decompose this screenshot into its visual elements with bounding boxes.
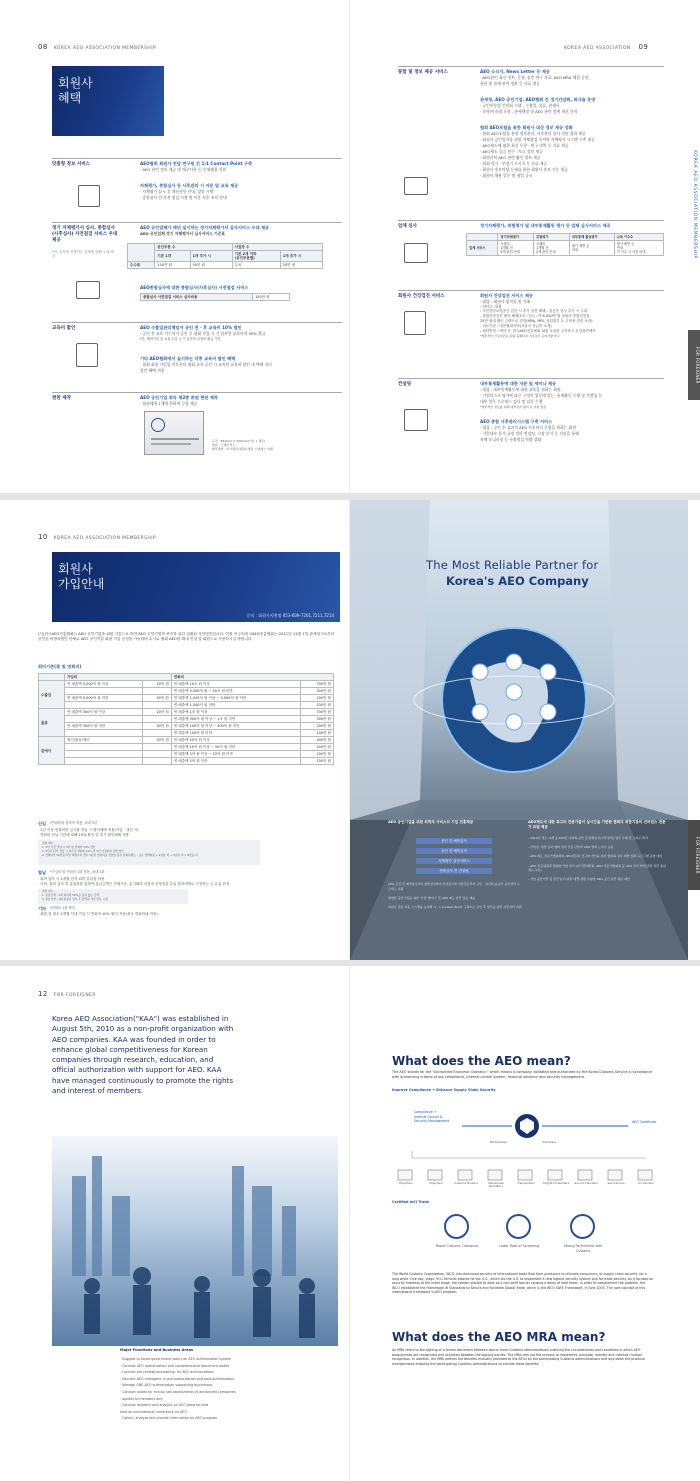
header-left: 12 FOR FOREIGNER — [38, 990, 96, 998]
fee-row: 연 매출액 1,000억 원 미만 100만 원 — [39, 702, 334, 709]
section-info-service: 통합 및 정보 제공 서비스 AEO 소식지, News Letter 등 제공 · AEO관련 최신 정보, 동향, 심층 연구 자료, AEO MRA 체결 동향, 통관 및 관세 관련 정보 등 자료 제공 관세청, AEO 공인기업, AEO협회 간 정기간담회, 워크숍 운영 · 공인부문별 간담회 시행 - 수출입, 물류, 관세사 · 분야/이슈별 포럼 - 관세행정 및 AEO 관련 정책 개선 건의 협회 AEO포털을 통한 회원사 대상 정보 제공 강화 · 협회 AEO포털을 통한 정보관리, 사후관리 심사 진단 결과 제공 · 회원사 공인업자를 위한 자체점검 목적의 자체평가 시스템 구축 제공 · AEO제도에 대한 최신 동향 · 연구 내역 등 자료 제공 · AEO제도 실증 연구 · 보고 정보 제공 · 회원사의 AEO 관련 활동 정보 제공 · 협회 정기 · 부정기 소식지 등 자료 제공 · 회원사 홍보마당 등재를 통한 회원사 홍보 기능 제공 · 회원사 채용 업무 및 협업 공유 — [398, 66, 664, 210]
banner-membership — [52, 552, 340, 622]
note-box-installment: 결정 예시 1. 분납금액 : 1회 회비의 50%를 넘지 않는 금액 2. 분납기한 : 1회 분납분 납부 후 잔액을 가납 만료 시점 — [38, 889, 188, 904]
functions-list — [120, 1356, 340, 1422]
section-health-check: 회원사 건강검진 서비스 회원사 건강검진 서비스 제공 · 대상 : 회원사 임직원 및 가족 · 서비스 내용 - 국민건강보험공단 검진 시 추가 검진 혜택 : 검진은 검사 추가 시 우대 - 종합건강검진 할인 혜택(1인 기준) : 약 8,000만 원 상당의 종합검진을 25만 원대 할인 금액으로 검진(MRA, MRI, 상업복부 등 고비용 검진 포함) - 의료기관 : 대전협회지역(서울시 상급종 소개) - 예약방법 : 예약 시, 한국AEO진흥협회 회원 사업을 고지하고 건강검진예약 *세부적인 건강검진은 문의 홈페이지 건강검진 공지사항 참고 — [398, 290, 664, 350]
spread-benefits — [0, 0, 700, 493]
fee-row: 연 매출액 300억 원 이상 ~ 1조 원 미만 500만 원 — [39, 716, 334, 723]
supply-chain-actor: Transporters — [517, 1181, 535, 1185]
supply-chain-actor: Customs Brokers — [454, 1181, 478, 1185]
hero-title-line1: The Most Reliable Partner for — [426, 558, 599, 572]
fee-row: 연 매출액 100억 원 미만 100만 원 — [39, 730, 334, 737]
gutter — [349, 0, 351, 493]
function-item: · Educate AEO managers: in pre-authorization and post-authorization — [120, 1376, 235, 1381]
for-foreigner-tab[interactable]: FOR FOREIGNER — [688, 820, 700, 890]
partnership-icon — [570, 1214, 595, 1239]
btn-pre-review-2[interactable]: 공인 전 예비심사 — [416, 848, 492, 854]
function-item: · Collect, analyze and provide information on AEO program — [120, 1416, 218, 1421]
fee-row: 연 매출액 5억 원 미만 100만 원 — [39, 758, 334, 765]
btn-consulting[interactable]: 종합심사 전 컨설팅 — [416, 868, 492, 874]
supply-chain-row — [392, 1182, 666, 1194]
header-left: 08 KOREA AEO ASSOCIATION MEMBERSHIP — [38, 43, 157, 51]
aeo-plaque-image — [144, 411, 204, 455]
city-illustration — [52, 1136, 338, 1346]
supply-chain-actor: Sea Carriers — [607, 1181, 625, 1185]
fee-row: 연 매출액 10억 원 이상 ~ 50억 원 미만 200만 원 — [39, 744, 334, 751]
medical-icon — [404, 311, 426, 335]
audit-table: 정기자체평가 위험평가 내부통제 활동평가 교육 이수수 업체 서비스 시행일 1개월 전 2개 관련 안내 시행일 1개월 전 2개 관련 안내 평가 제반 등 안내 평가 제반 등 안내 이 이수 시 사전 안내 — [466, 233, 664, 256]
fee-row: 물류 연 매출액 300억 원 이상 20만 원 연 매출액 1조 원 이상 700만 원 — [39, 709, 334, 716]
hero-title-line2: Korea's AEO Company — [446, 574, 589, 588]
clearance-icon — [444, 1214, 469, 1239]
fee-row: 연 매출액 5억 원 이상 ~ 10억 원 미만 200만 원 — [39, 751, 334, 758]
banner-benefits — [52, 66, 164, 136]
side-vertical-label: KOREA AEO ASSOCIATION MEMBERSHIP — [692, 150, 697, 259]
banner-title: 회원사 가입안내 — [58, 562, 105, 591]
city-crowd-photo — [52, 1136, 338, 1346]
btn-self-assessment[interactable]: 자체평가 심사서비스 — [416, 858, 492, 864]
fee-row: 연 매출액 5,000억 원 미만 50만 원 연 매출액 1,000억 원 이상 ~ 5,000억 원 미만 200만 원 — [39, 695, 334, 702]
note-box-prepay: 결정 예시 1. 3년 이전 선납 시 3년 분 연회비 10% 할인 2. 3년이 되어 선납 시 3년 분 연회비 10% 및 3년 이전분의 감액 할인 ※ 연회비가 50만원 미만 회원사의 경우 3년치 연회비를 선납할 경우 납회원제도 : 표준 정액회원 + 2년분 비 + 3년분 비 = 8년분 비 — [38, 840, 260, 865]
membership-intro: (사)한국AEO진흥협회는 AEO 공인기업을 회원 기업으로 하여 AEO 공인기업의 증진을 위한 설립된 사단법인입니다. 이를 이 (사)한국AEO진흥협회는 2011년 11월 7일 관세청으로부터 공인된 비영리법인 단체로 AEO 공인기업 회원 가입 신청을 가능하며 수시로 협회 AEO를 확대 신청 및 회원으로 사용하시길 바랍니다. — [38, 632, 335, 642]
function-item: · Conduct pre-review(counselling) for AEO authorizations — [120, 1370, 214, 1375]
aeo-seal-icon — [151, 418, 165, 432]
banner-contact: 문의 : 회원사지원팀 053-609-7201,7211,7214 — [246, 613, 334, 618]
spread-for-foreigner: 12 FOR FOREIGNER Korea AEO Association("KAA") was established in August 5th, 2010 as a non-profit organization with AEO companies. KAA was founded in order to enhance global competitiveness for Korean companies through research, education, and official authorization with support for AEO. KAA have managed continuously to promote the rights and interest of members. Major Functions and Business Areas · Suggest to Korea government policy on AEO authorization system · Conduct AEO authorization and comprehensive document audits · Conduct pre-review(counselling) for AEO authorizations · Educate AEO managers: in pre-authorization and post-authorization · Manage ONE-AEO authorization supporting businesses · Conduct audits for annual self-assessments of authorized companies - applies to members only · Conduct research and analysis on AEO program and hold an international conference on AEO · Collect, analyze and provide information on AEO program What does the AEO mean? The AEO stands for the "Authorized Economic Operator," which means a company validated and authorized by the Korea Customs Service in accordance with authorizing criteria of law compliance, internal control system, financial solvency and security management. Improve Compliance + Enhance Supply Chain Security Compliance + Internal Control & Security Management AEO Certificate Partnership Voluntary Exporters Importers Customs Brokers Warehouse Operators Transporters Freight Forwarders Ground Handlers Sea Carriers Air Carriers Certified Int'l Trade Rapid Customs Clearance Lower Rate of Screening Strong Partnership with Customs The World Customs Organization, WCO, has discussed security of international trade flow from producers to ultimate consumers, or supply chain security, for a long while. One day, tragic 9/11 terrorist attacks hit the U.S., which led the U.S. to implement a new logistic security system and for trade security. As it focused on security interests at the initial stage, the system started to work as a non-tariff barrier causing a delay of lead times. In order to complement the problem, the WCO established the Framework of Standards to Secure and Facilitate Global Trade, which is the WCO SAFE Framework, in June 2005. The core concept of this international framework is AEO program. What does the AEO MRA mean? An MRA refers to the signing of a formal document between two or more Customs administrations outlining the circumstances and conditions in which AEO programmes are recognized and accepted between the signing parties. The MRA sets out the process to implement, evaluate, monitor and maintain mutual recognition. In addition, the MRA defines the benefits mutually provided to the AEOs by the participating Customs administrations and lays down the practical arrangements enabling the participating Customs administrations to provide these benefits. — [0, 966, 700, 1481]
supply-chain-actor: Air Carriers — [638, 1181, 654, 1185]
section-self-assessment: 정기 자체평가서 심사, 종합심사(사후심사) 사전점검 서비스 우대 제공 *인, 심사에 진행하는 업체에 한해 우대 제공 AEO 공인업체가 매년 실시하는 정기자체평가서 심사서비스 우대 제공 AEO 공인업체 정기 자체평가서 심사서비스 기준표 공인부문 수 사업장 수 기본 1개 1개 추가 시 기본 2개 이하 (공인부문별) 1개 추가 시 수수료 150만 원 50만 원 무료 20만 원 AEO종합심사에 대한 종합심사(사후심사) 사전점검 서비스 종합심사 사전점검 서비스 심사비용 150만 원 — [52, 222, 342, 317]
header-right: KOREA AEO ASSOCIATION 09 — [564, 43, 649, 51]
chart-icon — [404, 409, 428, 431]
q-aeo-heading: What does the AEO mean? — [392, 1054, 571, 1068]
fee-row: 연 매출액 300억 원 미만 50만 원 연 매출액 100억 원 이상 ~ 300억 원 미만 200만 원 — [39, 723, 334, 730]
supply-chain-actor: Freight Forwarders — [542, 1181, 570, 1185]
screening-icon — [506, 1214, 531, 1239]
section-education-discount: 교육비 할인 AEO 수출입관리책임자 공인 전 · 후 교육비 10% 할인 · 공인 전 교육 이수자가 공인 후 협회 가입 시 기 납부한 교육비의 50% 환급 *단, 협회가입 후 교육 수강 시 기 납부한 교육비 환급 기준 기타 AEO협회에서 실시하는 각종 교육비 할인 혜택 · 협회 회원 가입일 이후부터 협회 교육 공인 시 교직원 교육비 할인 내 액해 지리 할인 혜택 적용 — [52, 322, 342, 384]
aeo-diagram: Compliance + Internal Control & Security Management AEO Certificate Partnership Voluntary Exporters Importers Customs Brokers Warehouse Operators Transporters Freight Forwarders Ground Handlers Sea Carriers Air Carriers — [392, 1096, 666, 1196]
fee-table: 공인부문 수 사업장 수 기본 1개 1개 추가 시 기본 2개 이하 (공인부문별) 1개 추가 시 수수료 150만 원 50만 원 무료 20만 원 — [127, 243, 323, 269]
fee-row: 수출입 연 매출액 5,000억 원 이상 20만 원 연 매출액 10조 원 이상 700만 원 — [39, 681, 334, 688]
fee-row: 연 매출액 5,000억 원 ~ 10조 원 미만 500만 원 — [39, 688, 334, 695]
building-icon — [404, 177, 428, 195]
function-item: hold an international conference on AEO — [120, 1409, 187, 1414]
section-consulting: 컨설팅 내부통제활동에 대한 자문 및 세미나 제공 · 대상 : 내부통제활동에 대한 교육을 원하는 회원 · 기업리스크 평가에 따른 구정의 업무에 맞는, 통제활동 수행 및 적정성 등 내부 업무 프로세스 검사 및 검사 수행 *세부적인 정보를 위해 내부심사 원칙 등 지침 참조 AEO 종합 사후관리시스템 구축 서비스 · 대상 : 공인 후 효과적 AEO 사후관리 운영을 원하는 회원 · 기업내부 분석·규정 정비 컨설팅, 시장 분석 등 지원을 통해 자체 모니터링 등 자율점검 역량 강화 — [398, 378, 664, 458]
section-custom-info: 맞춤형 정보 서비스 AEO협회 회원사 전담 연구원 간 1:1 Contact Point 구축 · AEO 관련 정보 제공 및 애로사항 등 문제해결 지원 자체평가, 종합심사 등 사후관리 시 자문 및 교육 제공 · 자체평가 실시 후 개선사항 안내, 상담 시행 · 종합심사 전 사전 점검 시행 및 이후 사후 조치 안내 — [52, 158, 342, 218]
function-item: - applies to members only — [120, 1396, 164, 1401]
spread-membership: 10 KOREA AEO ASSOCIATION MEMBERSHIP 회원사 가입안내 문의 : 회원사지원팀 053-609-7201,7211,7214 (사)한국AEO진흥협회는 AEO 공인기업을 회원 기업으로 하여 AEO 공인기업의 증진을 위한 설립된 사단법인입니다. 이를 이 (사)한국AEO진흥협회는 2011년 11월 7일 관세청으로부터 공인된 비영리법인 단체로 AEO 공인기업 회원 가입 신청을 가능하며 수시로 협회 AEO를 확대 신청 및 회원으로 사용하시길 바랍니다. 회비기준(年 및 연회비) 가입비 연회비 수출입 연 매출액 5,000억 원 이상 20만 원 연 매출액 10조 원 이상 700만 원 연 매출액 5,000억 원 ~ 10조 원 미만 500만 원 연 매출액 5,000억 원 미만 50만 원 연 매출액 1,000억 원 이상 ~ 5,000억 원 미만 200만 원 연 매출액 1,000억 원 미만 100만 원 물류 연 매출액 300억 원 이상 20만 원 연 매출액 1조 원 이상 700만 원 연 매출액 300억 원 이상 ~ 1조 원 미만 500만 원 연 매출액 300억 원 미만 50만 원 연 매출액 100억 원 이상 ~ 300억 원 미만 200만 원 연 매출액 100억 원 미만 100만 원 관세사 법인/합동/개인 50만 원 연 매출액 50억 원 이상 400만 원 연 매출액 10억 원 이상 ~ 50억 원 미만 200만 원 연 매출액 5억 원 이상 ~ 10억 원 미만 200만 원 연 매출액 5억 원 미만 100만 원 신입 *연회비의 한하여 적용, 최대 3년 · 2년 이상 연회비를 일시불 선납 시 할인혜택 적용(가입 · 갱신 시) · 연회비 선납 기간에 대해 10% 할인 및 추가 할인혜택 적용 결정 예시 1. 3년 이전 선납 시 3년 분 연회비 10% 할인 2. 3년이 되어 선납 시 3년 분 연회비 10% 및 3년 이전분의 감액 할인 ※ 연회비가 50만원 미만 회원사의 경우 3년치 연회비를 선납할 경우 납회원제도 : 표준 정액회원 + 2년분 비 + 3년분 비 = 8년분 비 할납 *가입비 및 연회비 1회 적용, 최대 1회 · 회비 납부 시 1개월 한정 회비 분납을 허용 · 다만, 회비 감사 및 효율화를 위하여 분납금액은 전체기준, 분기회비 마감에 증빙결과 분납 월자에게로 인정하는 금 유효 한정 결정 예시 1. 분납금액 : 1회 회비의 50%를 넘지 않는 금액 2. 분납기한 : 1회 분납분 납부 후 잔액을 가납 만료 시점 기타 *연회비 1회 할인 · 회원 중 최초 1개월 이내 가입 시 연회비 10% 할인 적용(최초 연회비에 적용) The Most Reliable Partner for Korea's AEO Company AEO 공인기업을 위한 최적의 서비스의 기업 진흥제공 공인 전 예비심사 공인 전 예비심사 자체평가 심사서비스 종합심사 전 컨설팅 AEO 공인 전 예비심사부터 종합심사까지 서류심사와 실물검증부터 공인 · 최신의 효율적 공인전략 프로세스 지원 합법한 공인기업을 위한 '기업 세미나' 및 AEO 제도 관련 정보 제공 회원사 전담 자문 시스템을 운영해 '1 : 1 Contact Point' 구축으로 공인 후 업무를 위한 사후관리 지원 AEO제도에 대한 최고의 전문가들이 실시간을 기반한 협회의 적합기관의 컨퍼런스 전문가 포럼 제공 - 2010년 개소 이래 총 600건 이상의 공인 및 종합심사(사후관리) 업무 수행 및 노하우 축적 - 관세청, 세관 등과 협회 당사 인증 담당자 AEO 협회 노하우 공유 - AEO 제도 전문가협의회의 AEO제도의 연구와 개선을 위한 협회의 실무 제반 심화 프로그램 운영 예상 - AEO 전문위원과 협회의 역할 관리 (한국관세학회, AEO 전문가협의회 등 AEO 관련 학계 연관 관련 통한 정보 교류) - 기업 공인기업 및 관련 분야 위한 계열 개편 다양한 AEO 공인 관련 제공 제안 FOR FOREIGNER — [0, 500, 700, 960]
supply-chain-actor: Ground Handlers — [574, 1181, 598, 1185]
banner-title: 회원사 혜택 — [58, 76, 93, 105]
q-mra-heading: What does the AEO MRA mean? — [392, 1330, 606, 1344]
about-kaa: Korea AEO Association("KAA") was established in August 5th, 2010 as a non-profit organization with AEO companies. KAA was founded in order to enhance global competitiveness for Korean companies through research, education, and official authorization with support for AEO. KAA have managed continuously to promote the rights and interest of members. — [52, 1014, 234, 1096]
fee-row: 관세사 법인/합동/개인 50만 원 연 매출액 50억 원 이상 400만 원 — [39, 737, 334, 744]
monitor-icon — [404, 243, 428, 263]
supply-chain-actor: Exporters — [399, 1181, 413, 1185]
supply-chain-actor: Importers — [429, 1181, 443, 1185]
function-item: · Manage ONE-AEO authorization supporting businesses — [120, 1383, 213, 1388]
function-item: · Conduct research and analysis on AEO program and — [120, 1403, 209, 1408]
membership-fee-table: 가입비 연회비 수출입 연 매출액 5,000억 원 이상 20만 원 연 매출액 10조 원 이상 700만 원 연 매출액 5,000억 원 ~ 10조 원 미만 500만 원 연 매출액 5,000억 원 미만 50만 원 연 매출액 1,000억 원 이상 ~ 5,000억 원 미만 200만 원 연 매출액 1,000억 원 미만 100만 원 물류 연 매출액 300억 원 이상 20만 원 연 매출액 1조 원 이상 700만 원 연 매출액 300억 원 이상 ~ 1조 원 미만 500만 원 연 매출액 300억 원 미만 50만 원 연 매출액 100억 원 이상 ~ 300억 원 미만 200만 원 연 매출액 100억 원 미만 100만 원 관세사 법인/합동/개인 50만 원 연 매출액 50억 원 이상 400만 원 연 매출액 10억 원 이상 ~ 50억 원 미만 200만 원 연 매출액 5억 원 이상 ~ 10억 원 미만 200만 원 연 매출액 5억 원 미만 100만 원 — [38, 673, 334, 765]
laptop-icon — [76, 281, 100, 299]
section-plaque: 현판 제작 AEO 공인기업 취득 제2종 회원 현판 제작 · 회원에게 1개에 한하여 무상 제공 · 규격 : 450mm X 300mm(가로 x 세로) · 재질 : 스테인리스 · 제작방법 : 아크릴판 회원사명을 스텐레스 인쇄 — [52, 392, 342, 462]
function-item: · Conduct AEO authorization and comprehensive document audits — [120, 1363, 230, 1368]
person-icon — [78, 185, 100, 207]
header-left: 10 KOREA AEO ASSOCIATION MEMBERSHIP — [38, 533, 157, 541]
section-audit-service: 업체 심사 정기자체평가, 위험평가 및 내부통제활동 평가 등 업체 심사서비스 제공 정기자체평가 위험평가 내부통제 활동평가 교육 이수수 업체 서비스 시행일 1개월 전 2개 관련 안내 시행일 1개월 전 2개 관련 안내 평가 제반 등 안내 평가 제반 등 안내 이 이수 시 사전 안내 — [398, 220, 664, 284]
supply-chain-actor: Warehouse Operators — [488, 1181, 504, 1189]
fee-heading: 회비기준(年 및 연회비) — [38, 664, 82, 669]
calculator-icon — [76, 343, 98, 367]
precheck-table: 종합심사 사전점검 서비스 심사비용 150만 원 — [140, 293, 290, 301]
functions-title: Major Functions and Business Areas — [120, 1348, 194, 1352]
for-foreigner-tab[interactable]: FOR FOREIGNER — [688, 330, 700, 400]
btn-pre-review[interactable]: 공인 전 예비심사 — [416, 838, 492, 844]
function-item: · Suggest to Korea government policy on AEO authorization system — [120, 1357, 232, 1361]
function-item: · Conduct audits for annual self-assessments of authorized companies — [120, 1389, 236, 1394]
hero-photo-globe: The Most Reliable Partner for Korea's AEO Company AEO 공인기업을 위한 최적의 서비스의 기업 진흥제공 공인 전 예비심사 공인 전 예비심사 자체평가 심사서비스 종합심사 전 컨설팅 AEO 공인 전 예비심사부터 종합심사까지 서류심사와 실물검증부터 공인 · 최신의 효율적 공인전략 프로세스 지원 합법한 공인기업을 위한 '기업 세미나' 및 AEO 제도 관련 정보 제공 회원사 전담 자문 시스템을 운영해 '1 : 1 Contact Point' 구축으로 공인 후 업무를 위한 사후관리 지원 AEO제도에 대한 최고의 전문가들이 실시간을 기반한 협회의 적합기관의 컨퍼런스 전문가 포럼 제공 - 2010년 개소 이래 총 600건 이상의 공인 및 종합심사(사후관리) 업무 수행 및 노하우 축적 - 관세청, 세관 등과 협회 당사 인증 담당자 AEO 협회 노하우 공유 - AEO 제도 전문가협의회의 AEO제도의 연구와 개선을 위한 협회의 실무 제반 심화 프로그램 운영 예상 - AEO 전문위원과 협회의 역할 관리 (한국관세학회, AEO 전문가협의회 등 AEO 관련 학계 연관 관련 통한 정보 교류) - 기업 공인기업 및 관련 분야 위한 계열 개편 다양한 AEO 공인 관련 제공 제안 — [350, 500, 688, 960]
gutter — [349, 966, 351, 1481]
